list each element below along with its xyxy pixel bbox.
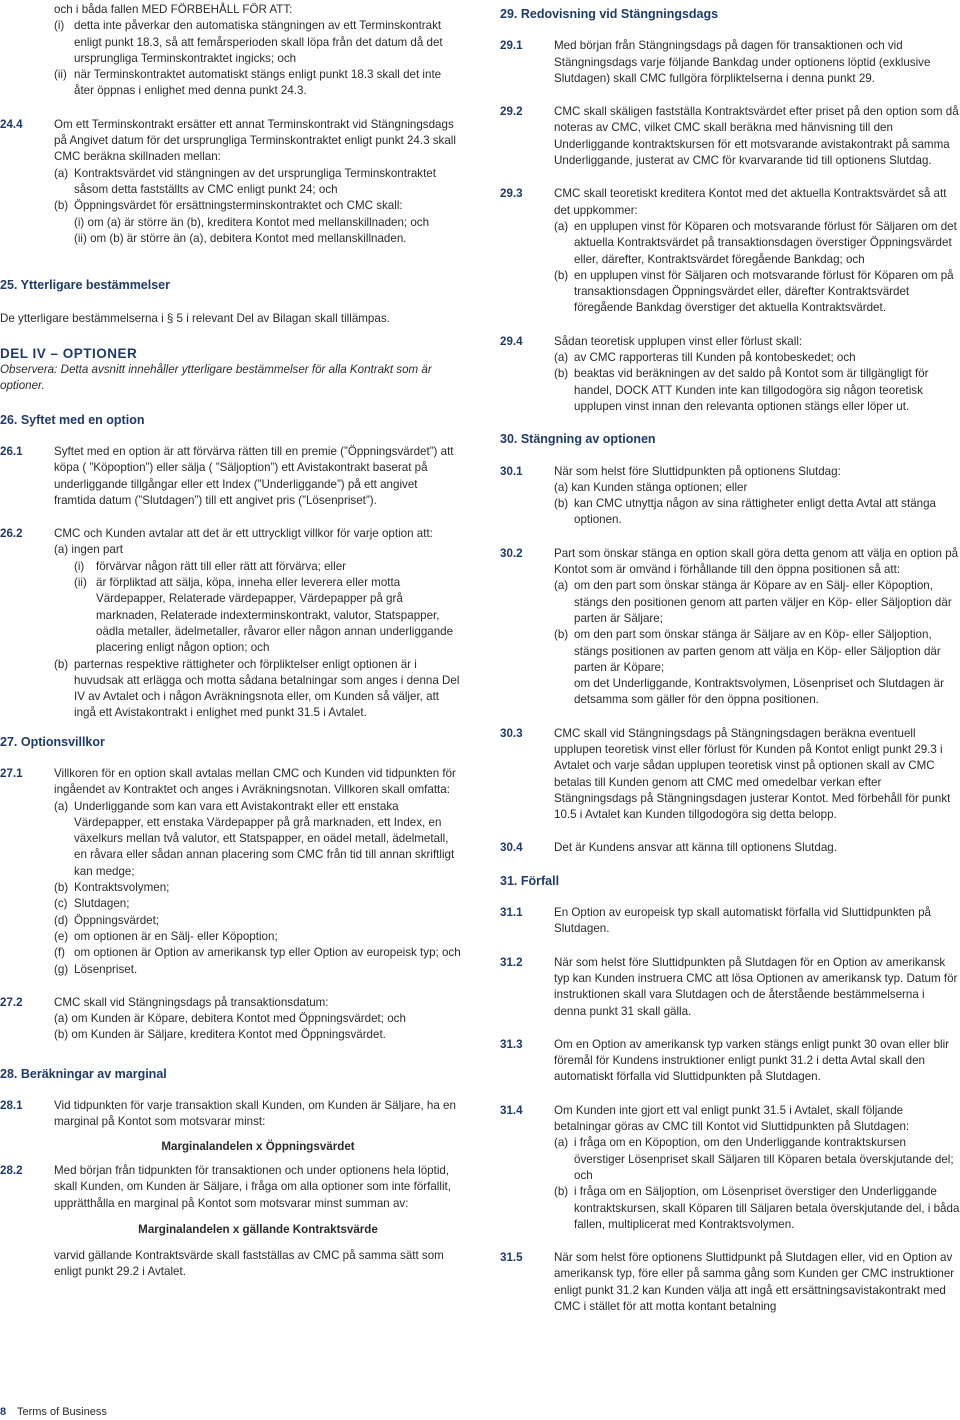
clause-29-3-b bbox=[554, 268, 960, 317]
intro-item-ii bbox=[54, 67, 462, 100]
clause-text: CMC och Kunden avtalar att det är ett uttryckligt villkor för varje option att: bbox=[54, 527, 433, 541]
text: en upplupen vinst för Säljaren och motsvarande förlust för Köparen om på transaktionsdagen Öppningsvärdet eller, därefter Kontraktsvärdet föregående Bankdag överstiger det aktuella Kontraktsvärdet. bbox=[574, 268, 954, 315]
clause-31-4 bbox=[500, 1103, 960, 1233]
clause-30-2 bbox=[500, 546, 960, 709]
label: (b) bbox=[554, 497, 569, 511]
clause-30-2-a bbox=[554, 578, 960, 627]
section-31-heading: 31. Förfall bbox=[500, 873, 560, 888]
clause-24-4-a bbox=[54, 166, 462, 199]
clause-28-2-after: varvid gällande Kontraktsvärde skall fastställas av CMC på samma sätt som enligt punkt 29.2 i Avtalet. bbox=[54, 1249, 444, 1279]
clause-number: 31.5 bbox=[500, 1251, 523, 1265]
label: (g) bbox=[54, 962, 69, 976]
clause-number: 29.3 bbox=[500, 187, 523, 201]
label: (a) bbox=[54, 799, 69, 813]
clause-29-3 bbox=[500, 186, 960, 316]
section-26-heading: 26. Syftet med en option bbox=[0, 412, 145, 427]
list-item bbox=[54, 929, 462, 945]
text: när Terminskontraktet automatiskt stängs enligt punkt 18.3 skall det inte åter öppnas i enlighet med denna punkt 24.3. bbox=[74, 68, 442, 98]
clause-27-2-a: (a) om Kunden är Köpare, debitera Kontot med Öppningsvärdet; och bbox=[54, 1012, 406, 1026]
clause-text: Med början från tidpunkten för transaktionen och under optionens hela löptid, skall Kunden, om Kunden är Säljare, i fråga om alla optioner som inte förfallit, upprätthålla en marginal på Kontot som motsvarar minst summan av: bbox=[54, 1163, 451, 1210]
section-30-heading: 30. Stängning av optionen bbox=[500, 432, 656, 447]
text: Underliggande som kan vara ett Avistakontrakt eller ett enstaka Värdepapper, ett enstaka Värdepapper på grå marknaden, ett Index, en växelkurs mellan två valutor, ett Statspapper, en oädel metall, ädelmetall, en råvara eller sådan annan placering som CMC från tid till annan skriftligt kan medge; bbox=[74, 799, 455, 878]
clause-number: 30.4 bbox=[500, 841, 523, 855]
clause-text: När som helst före Sluttidpunkten på optionens Slutdag: bbox=[554, 464, 841, 478]
clause-29-2 bbox=[500, 104, 960, 169]
clause-31-4-a bbox=[554, 1135, 960, 1184]
text: Kontraktsvärdet vid stängningen av det ursprungliga Terminskontraktet såsom detta fastställts av CMC enligt punkt 24; och bbox=[74, 166, 436, 196]
list-item bbox=[54, 896, 462, 912]
clause-30-1-b bbox=[554, 496, 960, 529]
section-25-text: De ytterligare bestämmelserna i § 5 i relevant Del av Bilagan skall tillämpas. bbox=[0, 312, 390, 326]
label: (a) bbox=[554, 1136, 569, 1150]
clause-text: Vid tidpunkten för varje transaktion skall Kunden, om Kunden är Säljare, ha en marginal på Kontot som motsvarar minst: bbox=[54, 1099, 456, 1129]
clause-text: När som helst före optionens Sluttidpunkt på Slutdagen eller, vid en Option av amerikansk typ, före eller på samma gång som Kunden ger CMC instruktioner enligt punkt 31.2 kan Kunden välja att ingå ett ersättningsavistakontrakt med CMC i stället för att motta kontant betalning bbox=[554, 1251, 955, 1313]
section-29-heading: 29. Redovisning vid Stängningsdags bbox=[500, 7, 719, 21]
intro-line: och i båda fallen MED FÖRBEHÅLL FÖR ATT: bbox=[54, 3, 293, 16]
clause-number: 28.1 bbox=[0, 1099, 23, 1113]
label: (i) bbox=[74, 559, 85, 573]
clause-number: 27.2 bbox=[0, 995, 23, 1009]
text: Öppningsvärdet för ersättningsterminskontraktet och CMC skall: bbox=[74, 199, 403, 213]
clause-text: En Option av europeisk typ skall automatiskt förfalla vid Sluttidpunkten på Slutdagen. bbox=[554, 906, 932, 936]
clause-number: 30.1 bbox=[500, 464, 523, 478]
clause-number: 29.4 bbox=[500, 334, 523, 348]
clause-29-3-a bbox=[554, 219, 960, 268]
clause-31-4-b bbox=[554, 1184, 960, 1233]
clause-29-4 bbox=[500, 334, 960, 415]
text: Slutdagen; bbox=[74, 897, 130, 911]
text: parternas respektive rättigheter och förpliktelser enligt optionen är i huvudsak att erlägga och motta sådana betalningar som anges i denna Del IV av Avtalet och i någon Avräkningsnota eller, om Kunden så väljer, att ingå ett Avistakontrakt i enlighet med punkt 31.5 i Avtalet. bbox=[74, 657, 460, 720]
clause-text: CMC skall teoretiskt kreditera Kontot med det aktuella Kontraktsvärdet så att det uppkommer: bbox=[554, 187, 947, 217]
clause-text: CMC skall vid Stängningsdags på transaktionsdatum: bbox=[54, 995, 329, 1009]
label: (ii) bbox=[54, 68, 67, 82]
clause-number: 26.2 bbox=[0, 527, 23, 541]
clause-24-4-b-ii: (ii) om (b) är större än (a), debitera Kontot med mellanskillnaden. bbox=[74, 231, 407, 245]
list-item bbox=[54, 799, 462, 880]
clause-text: Om Kunden inte gjort ett val enligt punkt 31.5 i Avtalet, skall följande betalningar göras av CMC till Kontot vid Sluttidpunkten på Slutdagen: bbox=[554, 1103, 910, 1134]
label: (a) bbox=[554, 219, 569, 233]
list-item bbox=[54, 962, 462, 978]
clause-number: 24.4 bbox=[0, 117, 23, 131]
intro-clause bbox=[0, 2, 462, 100]
clause-26-2-a-ii bbox=[54, 575, 462, 656]
clause-number: 27.1 bbox=[0, 766, 23, 780]
label: (i) bbox=[54, 19, 65, 33]
clause-text: Det är Kundens ansvar att känna till optionens Slutdag. bbox=[554, 841, 837, 855]
clause-text: Om ett Terminskontrakt ersätter ett annat Terminskontrakt vid Stängningsdags på Angivet datum för det ursprungliga Terminskontraktet enligt punkt 24.3 skall CMC beräkna skillnaden mellan: bbox=[54, 117, 456, 164]
text: beaktas vid beräkningen av det saldo på Kontot som är tillgängligt för handel, DOCK ATT Kunden inte kan tillgodogöra sig någon teoretisk upplupen vinst innan den relevanta optionen stängs eller löper ut. bbox=[574, 367, 929, 413]
text: kan CMC utnyttja någon av sina rättigheter enligt detta Avtal att stänga optionen. bbox=[574, 497, 936, 527]
clause-24-4-b bbox=[54, 198, 462, 214]
label: (b) bbox=[54, 657, 69, 671]
text: om optionen är Option av amerikansk typ eller Option av europeisk typ; och bbox=[74, 946, 461, 960]
clause-26-1 bbox=[0, 444, 462, 509]
clause-text: Villkoren för en option skall avtalas mellan CMC och Kunden vid tidpunkten för ingåendet av Kontraktet och anges i Avräkningsnotan. Villkoren skall omfatta: bbox=[54, 766, 456, 797]
clause-31-1 bbox=[500, 905, 960, 938]
clause-28-1 bbox=[0, 1098, 462, 1155]
label: (b) bbox=[554, 1185, 569, 1199]
clause-number: 29.1 bbox=[500, 39, 523, 53]
clause-26-2 bbox=[0, 526, 462, 722]
clause-24-4 bbox=[0, 117, 462, 247]
clause-number: 26.1 bbox=[0, 444, 23, 458]
label: (e) bbox=[54, 929, 69, 943]
clause-29-4-a bbox=[554, 350, 960, 366]
text: förvärvar någon rätt till eller rätt att förvärva; eller bbox=[96, 559, 347, 573]
clause-30-4 bbox=[500, 840, 960, 856]
label: (a) bbox=[554, 351, 569, 365]
text: av CMC rapporteras till Kunden på kontobeskedet; och bbox=[574, 351, 856, 365]
clause-26-2-b bbox=[54, 657, 462, 722]
clause-number: 31.2 bbox=[500, 955, 523, 969]
clause-number: 29.2 bbox=[500, 105, 523, 119]
clause-26-2-a: (a) ingen part bbox=[54, 543, 123, 557]
clause-27-2 bbox=[0, 995, 462, 1044]
clause-text: CMC skall vid Stängningsdags på Stängningsdagen beräkna eventuell upplupen teoretisk vinst eller förlust för Kunden på Kontot enligt punkt 29.3 i Avtalet och varje sådan upplupen teoretisk vinst på optionen skall av CMC betalas till Kunden genom att CMC med omedelbar verkan efter Stängningsdags på Stängningsdagen justerar Kontot. Med förbehåll för punkt 10.5 i Avtalet kan Kunden tillgodogöra sig detta belopp. bbox=[554, 726, 951, 822]
clause-29-4-b bbox=[554, 366, 960, 415]
clause-24-4-b-i: (i) om (a) är större än (b), kreditera Kontot med mellanskillnaden; och bbox=[74, 215, 430, 229]
text: detta inte påverkar den automatiska stängningen av ett Terminskontrakt enligt punkt 18.3, så att femårsperioden skall löpa från det datum då det ursprungliga Terminskontraktet ingicks; och bbox=[74, 19, 443, 65]
text: i fråga om en Säljoption, om Lösenpriset överstiger den Underliggande kontraktskursen, skall Köparen till Säljaren betala överskjutande del, i båda fallen, multiplicerat med Kontraktsvolymen. bbox=[574, 1185, 960, 1231]
text: Öppningsvärdet; bbox=[74, 913, 160, 927]
clause-30-2-b bbox=[554, 627, 960, 676]
text: är förpliktad att sälja, köpa, inneha eller leverera eller motta Värdepapper, Relaterade värdepapper, Värdepapper på grå marknaden, Relaterade indexterminskontrakt, valutor, Statspapper, oädla metaller, ädelmetaller, råvaror eller någon annan underliggande placering enligt någon option; och bbox=[96, 576, 454, 655]
clause-29-1 bbox=[500, 38, 960, 87]
clause-number: 30.3 bbox=[500, 726, 523, 740]
list-item bbox=[54, 880, 462, 896]
section-28-heading: 28. Beräkningar av marginal bbox=[0, 1066, 167, 1081]
label: (a) bbox=[54, 166, 69, 180]
clause-27-1 bbox=[0, 766, 462, 978]
list-item bbox=[54, 945, 462, 961]
label: (d) bbox=[54, 913, 69, 927]
section-27-heading: 27. Optionsvillkor bbox=[0, 734, 105, 749]
label: (f) bbox=[54, 946, 65, 960]
clause-text: Part som önskar stänga en option skall göra detta genom att välja en option på Kontot som är omvänd i förhållande till den öppna positionen så att: bbox=[554, 546, 959, 577]
clause-text: Om en Option av amerikansk typ varken stängs enligt punkt 30 ovan eller blir föremål för Kundens instruktioner enligt punkt 31.2 i detta Avtal skall den automatiskt förfalla vid Sluttidpunkten på Slutdagen. bbox=[554, 1037, 950, 1084]
text: om optionen är en Sälj- eller Köpoption; bbox=[74, 929, 278, 943]
label: (b) bbox=[54, 881, 69, 895]
clause-31-5 bbox=[500, 1250, 960, 1315]
label: (ii) bbox=[74, 576, 87, 590]
clause-number: 28.2 bbox=[0, 1163, 23, 1177]
part-4-note: Observera: Detta avsnitt innehåller ytterligare bestämmelser för alla Kontrakt som är optioner. bbox=[0, 363, 432, 393]
text: en upplupen vinst för Köparen och motsvarande förlust för Säljaren om det aktuella Kontraktsvärdet på transaktionsdagen överstiger Öppningsvärdet eller, därefter, Kontraktsvärdet föregående Bankdag; och bbox=[574, 219, 957, 266]
clause-30-1 bbox=[500, 464, 960, 529]
left-column bbox=[0, 2, 462, 1281]
clause-30-3 bbox=[500, 726, 960, 824]
clause-text: Syftet med en option är att förvärva rätten till en premie (”Öppningsvärdet”) att köpa ( ”Köpoption”) eller sälja ( ”Säljoption”) ett Avistakontrakt baserat på underliggande tillgångar eller ett Index (”Underliggande”) på ett angivet framtida datum (”Slutdagen”) till ett angivet pris (”Lösenpriset”). bbox=[54, 444, 454, 507]
right-column bbox=[500, 6, 960, 1315]
formula-margin-opening: Marginalandelen x Öppningsvärdet bbox=[161, 1139, 355, 1153]
label: (c) bbox=[54, 897, 68, 911]
text: Lösenpriset. bbox=[74, 962, 138, 976]
clause-number: 31.1 bbox=[500, 906, 523, 920]
part-4-heading: DEL IV – OPTIONER bbox=[0, 345, 138, 361]
text: i fråga om en Köpoption, om den Underliggande kontraktskursen överstiger Lösenpriset skall Säljaren till Köparen betala överskjutande del; och bbox=[574, 1136, 954, 1182]
clause-28-2 bbox=[0, 1163, 462, 1281]
label: (b) bbox=[554, 268, 569, 282]
clause-30-1-a: (a) kan Kunden stänga optionen; eller bbox=[554, 480, 748, 494]
clause-26-2-a-i bbox=[54, 559, 462, 575]
label: (b) bbox=[54, 199, 69, 213]
intro-item-i bbox=[54, 18, 462, 67]
label: (b) bbox=[554, 628, 569, 642]
clause-31-3 bbox=[500, 1037, 960, 1086]
footer-title: Terms of Business bbox=[16, 1406, 107, 1418]
text: Kontraktsvolymen; bbox=[74, 881, 170, 895]
clause-27-1-list bbox=[54, 799, 462, 978]
clause-30-2-after: om det Underliggande, Kontraktsvolymen, Lösenpriset och Slutdagen är detsamma som gäller för den öppna positionen. bbox=[574, 677, 944, 707]
clause-number: 31.3 bbox=[500, 1037, 523, 1051]
label: (a) bbox=[554, 579, 569, 593]
list-item bbox=[54, 913, 462, 929]
page-number: 8 bbox=[0, 1406, 7, 1418]
label: (b) bbox=[554, 367, 569, 381]
text: om den part som önskar stänga är Köpare av en Sälj- eller Köpoption, stängs den positionen genom att parten väljer en Köp- eller Säljoption där parten är Säljare; bbox=[574, 579, 952, 625]
clause-text: När som helst före Sluttidpunkten på Slutdagen för en Option av amerikansk typ kan Kunden instruera CMC att lösa Optionen av amerikansk typ. Datum för instruktionen skall vara Slutdagen och de återstående bestämmelserna i denna punkt 31 skall gälla. bbox=[554, 955, 958, 1018]
clause-text: CMC skall skäligen fastställa Kontraktsvärdet efter priset på den option som då noteras av CMC, vilket CMC skall beräkna med hänvisning till den Underliggande kontraktskursen för ett motsvarande avistakontrakt på samma Underliggande, justerat av CMC för kvarvarande tid till optionens Slutdag. bbox=[554, 105, 959, 168]
clause-number: 31.4 bbox=[500, 1103, 523, 1117]
clause-31-2 bbox=[500, 955, 960, 1020]
clause-27-2-b: (b) om Kunden är Säljare, kreditera Kontot med Öppningsvärdet. bbox=[54, 1028, 386, 1042]
formula-margin-contract: Marginalandelen x gällande Kontraktsvärde bbox=[138, 1222, 378, 1236]
section-25-heading: 25. Ytterligare bestämmelser bbox=[0, 278, 171, 293]
clause-text: Sådan teoretisk upplupen vinst eller förlust skall: bbox=[554, 334, 803, 348]
text: om den part som önskar stänga är Säljare av en Köp- eller Säljoption, stängs positionen av parten genom att välja en Köp- eller Säljoption där parten är Köpare; bbox=[574, 628, 941, 674]
clause-text: Med början från Stängningsdags på dagen för transaktionen och vid Stängningsdags varje följande Bankdag under optionens löptid (exklusive Slutdagen) skall CMC fullgöra förpliktelserna i denna punkt 29. bbox=[554, 39, 931, 85]
clause-number: 30.2 bbox=[500, 546, 523, 560]
